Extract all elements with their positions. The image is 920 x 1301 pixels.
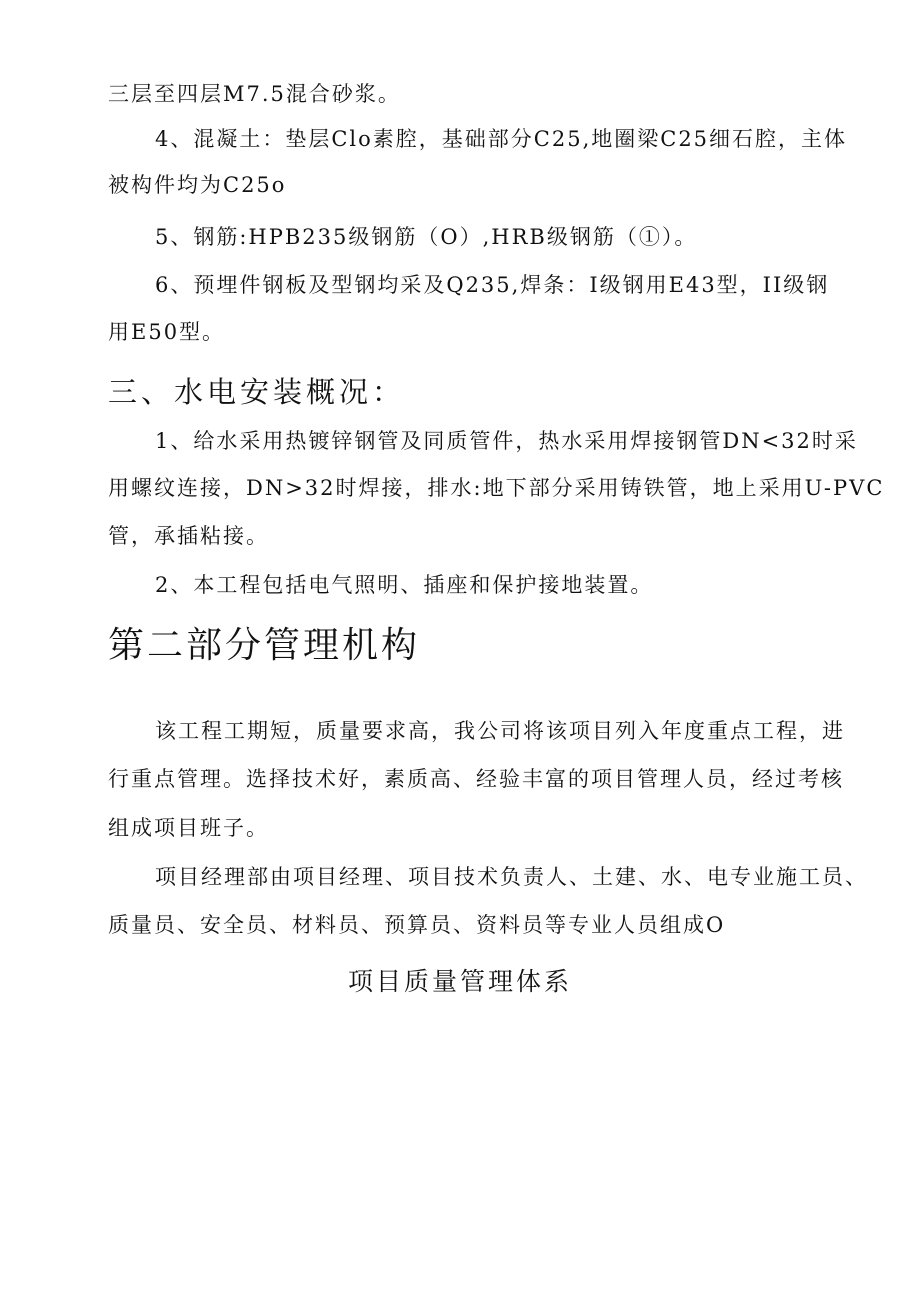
paragraph-electric-line: 2、本工程包括电气照明、插座和保护接地装置。 bbox=[155, 573, 654, 597]
subtitle-quality-system: 项目质量管理体系 bbox=[347, 967, 572, 996]
paragraph-embedded-line-1: 6、预埋件钢板及型钢均采及Q235,焊条：I级钢用E43型，II级钢 bbox=[155, 273, 830, 297]
paragraph-staff-line-2: 质量员、安全员、材料员、预算员、资料员等专业人员组成O bbox=[108, 913, 726, 937]
paragraph-embedded-line-2: 用E50型。 bbox=[108, 320, 226, 344]
paragraph-concrete-line-1: 4、混凝土：垫层Clo素腔，基础部分C25,地圈梁C25细石腔，主体 bbox=[155, 127, 848, 151]
paragraph-water-line-1: 1、给水采用热镀锌钢管及同质管件，热水采用焊接钢管DN<32时采 bbox=[155, 429, 858, 453]
paragraph-management-line-1: 该工程工期短，质量要求高，我公司将该项目列入年度重点工程，进 bbox=[155, 719, 845, 743]
paragraph-concrete-line-2: 被构件均为C25o bbox=[108, 173, 287, 197]
paragraph-management-line-2: 行重点管理。选择技术好，素质高、经验丰富的项目管理人员，经过考核 bbox=[108, 767, 844, 791]
paragraph-water-line-2: 用螺纹连接，DN>32时焊接，排水:地下部分采用铸铁管，地上采用U-PVC bbox=[108, 476, 885, 500]
paragraph-staff-line-1: 项目经理部由项目经理、项目技术负责人、土建、水、电专业施工员、 bbox=[155, 865, 868, 889]
paragraph-water-line-3: 管，承插粘接。 bbox=[108, 524, 269, 548]
part-heading-management: 第二部分管理机构 bbox=[108, 625, 421, 666]
paragraph-mortar-line: 三层至四层M7.5混合砂浆。 bbox=[108, 82, 401, 106]
section-heading-water-electric: 三、水电安装概况： bbox=[108, 375, 406, 409]
paragraph-management-line-3: 组成项目班子。 bbox=[108, 816, 269, 840]
paragraph-rebar-line: 5、钢筋:HPB235级钢筋（O）,HRB级钢筋（①）。 bbox=[155, 225, 698, 249]
